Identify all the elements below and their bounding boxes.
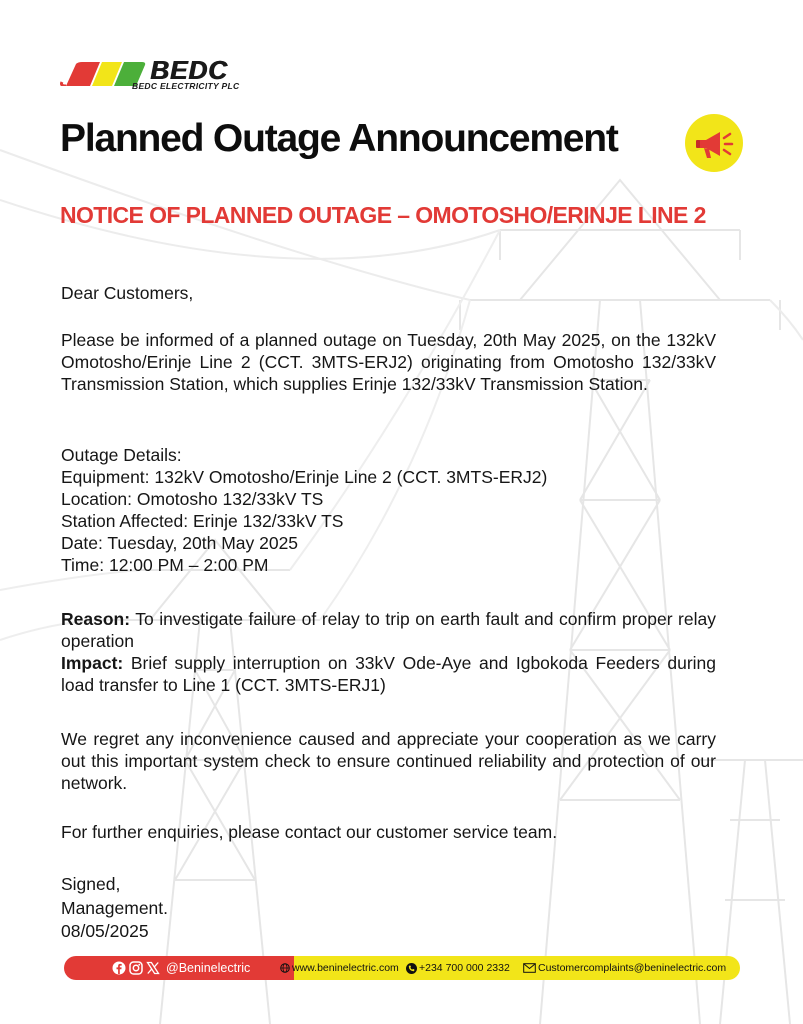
footer-bar (64, 956, 740, 980)
website-item[interactable] (280, 961, 399, 975)
details-equipment: Equipment: 132kV Omotosho/Erinje Line 2 (CCT. 3MTS-ERJ2) (61, 467, 548, 487)
details-date: Date: Tuesday, 20th May 2025 (61, 533, 299, 553)
signoff (61, 873, 716, 944)
email-item[interactable] (523, 961, 726, 975)
mail-icon (523, 963, 536, 973)
phone-number[interactable]: +234 700 000 2332 (419, 962, 510, 974)
page-title: Planned Outage Announcement (60, 117, 618, 160)
details-time: Time: 12:00 PM – 2:00 PM (61, 555, 269, 575)
greeting: Dear Customers, (61, 283, 194, 303)
regret-paragraph: We regret any inconvenience caused and appreciate your cooperation as we carry out this important system check to ensure continued reliability and protection of our network. (61, 729, 716, 793)
reason-text: To investigate failure of relay to trip on earth fault and confirm proper relay operation (61, 609, 716, 651)
impact-line (61, 652, 716, 696)
enquiries-paragraph: For further enquiries, please contact our customer service team. (61, 822, 558, 842)
impact-label: Impact: (61, 653, 124, 673)
globe-icon (280, 963, 290, 973)
email-address[interactable]: Customercomplaints@beninelectric.com (538, 962, 727, 974)
brand-subtitle: BEDC ELECTRICITY PLC (132, 81, 240, 91)
date-signed: 08/05/2025 (61, 921, 149, 941)
instagram-icon[interactable] (129, 961, 143, 975)
bedc-logo (60, 55, 240, 96)
impact-text: Brief supply interruption on 33kV Ode-Aye and Igbokoda Feeders during load transfer to Line 1 (CCT. 3MTS-ERJ1) (61, 653, 716, 695)
reason-line (61, 608, 716, 652)
website-link[interactable]: www.beninelectric.com (292, 962, 399, 974)
brand-name: BEDC (150, 55, 228, 85)
facebook-icon[interactable] (112, 961, 126, 975)
notice-heading: NOTICE OF PLANNED OUTAGE – OMOTOSHO/ERINJE LINE 2 (60, 202, 706, 228)
social-icons (112, 960, 160, 976)
reason-impact-block (61, 608, 716, 696)
phone-item[interactable] (406, 961, 510, 975)
signed-label: Signed, (61, 874, 121, 894)
x-icon[interactable] (146, 961, 160, 975)
details-station: Station Affected: Erinje 132/33kV TS (61, 511, 344, 531)
signatory: Management. (61, 897, 169, 918)
intro-paragraph: Please be informed of a planned outage on Tuesday, 20th May 2025, on the 132kV Omotosho/Erinje Line 2 (CCT. 3MTS-ERJ2) originating from Omotosho 132/33kV Transmission Station, which supplies Erinje 132/33kV Transmission Station. (61, 330, 716, 394)
reason-label: Reason: (61, 609, 131, 629)
details-heading: Outage Details: (61, 445, 182, 465)
outage-details (61, 444, 716, 576)
megaphone-icon (681, 113, 747, 173)
details-location: Location: Omotosho 132/33kV TS (61, 489, 324, 509)
phone-icon (406, 963, 417, 974)
social-handle[interactable]: @Beninelectric (166, 961, 251, 975)
